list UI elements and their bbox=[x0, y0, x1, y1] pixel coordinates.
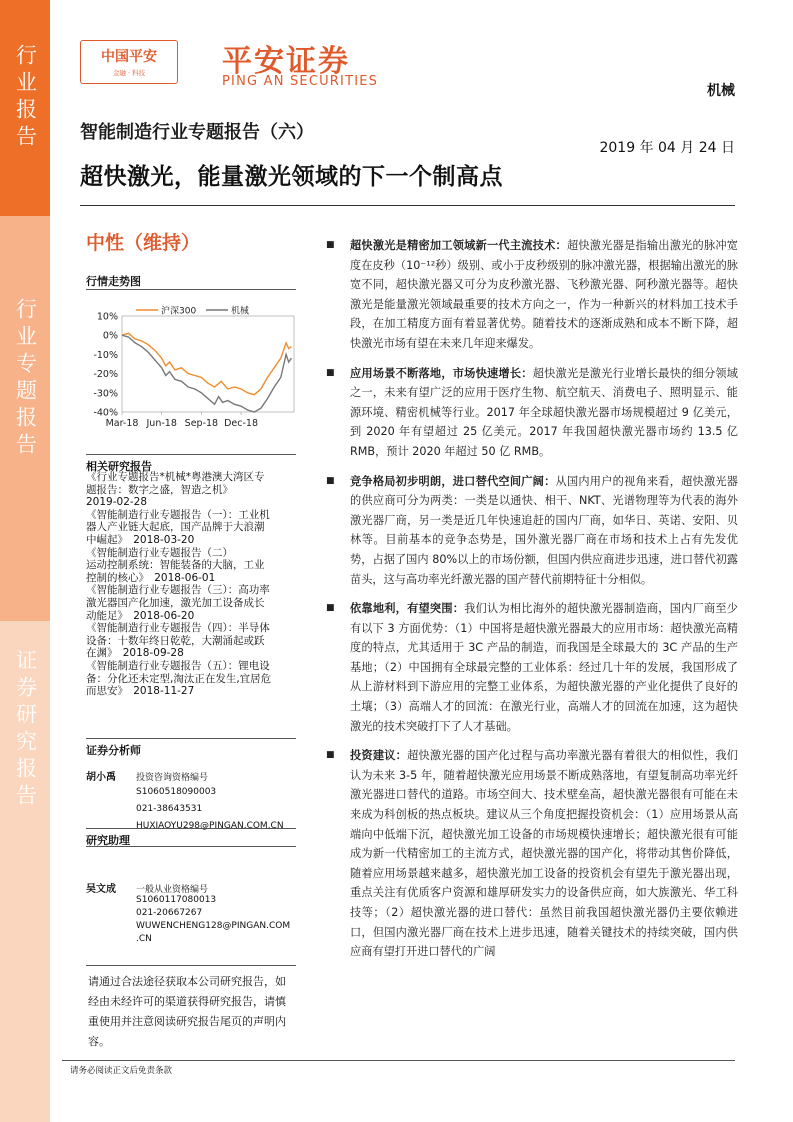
logo-subtext: 金融 · 科技 bbox=[112, 69, 146, 77]
analyst-info-line: 投资咨询资格编号 bbox=[136, 773, 209, 783]
section-divider bbox=[86, 738, 296, 739]
page-title: 超快激光，能量激光领域的下一个制高点 bbox=[80, 164, 503, 190]
sector-label: 机械 bbox=[707, 83, 735, 99]
related-report-line: 《智能制造行业专题报告（三）：高功率 bbox=[86, 584, 270, 597]
bullet-icon: ■ bbox=[326, 603, 335, 614]
related-report-line: 2019-02-28 bbox=[86, 496, 148, 509]
legend-label: 沪深300 bbox=[161, 306, 197, 317]
trend-chart bbox=[84, 290, 299, 440]
x-tick-label: Jun-18 bbox=[146, 418, 177, 429]
related-report-line: 题报告：数字之盛，智造之机》 bbox=[86, 483, 233, 496]
related-report-line: 《智能制造行业专题报告（二） bbox=[86, 546, 233, 559]
section-divider bbox=[86, 965, 296, 966]
assistant-email: WUWENCHENG128@PINGAN.COM bbox=[136, 921, 291, 931]
summary-paragraph bbox=[322, 364, 738, 462]
paragraph-lead: 超快激光是精密加工领域新一代主流技术： bbox=[350, 239, 567, 252]
analysts-heading: 证券分析师 bbox=[86, 744, 141, 757]
series-title: 智能制造行业专题报告（六） bbox=[80, 122, 314, 143]
series-line-hs300 bbox=[122, 333, 291, 394]
assistant-info-line: S1060117080013 bbox=[136, 895, 217, 905]
brand-name-cn: 平安证券 bbox=[222, 44, 350, 79]
summary-paragraph bbox=[322, 236, 738, 354]
related-report-line: 在渊》 2018-09-28 bbox=[86, 647, 184, 660]
related-report-line: 控制的核心》 2018-06-01 bbox=[86, 571, 216, 584]
paragraph-lead: 依靠地利，有望突围： bbox=[350, 602, 465, 616]
footer-note: 请务必阅读正文后免责条款 bbox=[70, 1066, 173, 1076]
assistant-email: .CN bbox=[136, 934, 152, 944]
bullet-icon: ■ bbox=[326, 750, 335, 761]
y-tick-label: 0% bbox=[102, 330, 118, 342]
y-tick-label: -10% bbox=[93, 349, 118, 361]
y-tick-label: -40% bbox=[93, 407, 118, 419]
y-tick-label: -30% bbox=[93, 388, 118, 400]
section-divider bbox=[86, 828, 296, 829]
bullet-icon: ■ bbox=[326, 240, 335, 250]
assistant-name: 吴文成 bbox=[86, 884, 116, 895]
sidebar-tab-topic-report bbox=[0, 216, 50, 621]
related-report-line: 设备：十数年终日乾乾，大潮涌起或跃 bbox=[86, 634, 265, 647]
assistant-info-line: 021-20667267 bbox=[136, 908, 203, 918]
paragraph-text: 从国内用户的视角来看，超快激光器的供应商可分为两类：一类是以通快、相干、NKT、光谱物理等为代表的海外激光器厂商，另一类是近几年快速追赶的国内厂商，如华日、英诺、安阳、贝林等。目前基本的竞争态势是，国外激光器厂商在市场和技术上占有先发优势，占据了国内 80%以上的市场份额，但国内供应商进步迅速，进口替代初露苗头，这与高功率光纤激光器的国产替代前期特征十分相似。 bbox=[350, 474, 738, 586]
y-tick-label: 10% bbox=[96, 311, 118, 323]
series-line-machinery bbox=[122, 335, 291, 412]
paragraph-text: 超快激光器是指输出激光的脉冲宽度在皮秒（10⁻¹²秒）级别、或小于皮秒级别的脉冲激光器，根据输出激光的脉宽不同，超快激光器又可分为皮秒激光器、飞秒激光器、阿秒激光器等。超快激光是能量激光领域最重要的技术方向之一，作为一种新兴的材料加工技术手段，在加工精度方面有着显著优势。随着技术的逐渐成熟和成本不断下降，超快激光市场有望在未来几年迎来爆发。 bbox=[350, 239, 738, 350]
section-divider bbox=[86, 846, 296, 847]
analyst-name: 胡小禹 bbox=[86, 772, 116, 783]
sidebar-tab-label: 证券研究报告 bbox=[13, 649, 38, 811]
assistant-info-line: 一般从业资格编号 bbox=[136, 885, 209, 895]
related-report-line: 动能足》 2018-06-20 bbox=[86, 609, 195, 622]
summary-paragraph bbox=[322, 472, 738, 590]
logo-text: 中国平安 bbox=[101, 49, 157, 65]
related-report-line: 器人产业链大起底，国产品牌于大浪潮 bbox=[86, 521, 265, 534]
paragraph-text: 我们认为相比海外的超快激光器制造商，国内厂商至少有以下 3 方面优势：（1）中国将是超快激光器最大的应用市场：超快激光高精度的特点，尤其适用于 3C 产品的制造，而我国是全球最大的 3C 产品的生产基地；（2）中国拥有全球最完整的工业体系：经过几十年的发展，我国形成了从上游材料到下游应用的完整工业体系，为超快激光器的产业化提供了良好的土壤；（3）高端人才的回流：在激光行业，高端人才的回流在加速，这为超快激光的技术突破打下了人才基础。 bbox=[350, 602, 738, 733]
x-tick-label: Dec-18 bbox=[224, 418, 259, 429]
brand-name-en: PING AN SECURITIES bbox=[222, 74, 379, 89]
ping-an-logo bbox=[80, 40, 178, 84]
bullet-icon: ■ bbox=[326, 475, 335, 486]
paragraph-text: 超快激光是激光行业增长最快的细分领域之一，未来有望广泛的应用于医疗生物、航空航天、消费电子、照明显示、能源环境、精密机械等行业。2017 年全球超快激光器市场规模超过 9 亿美元，到 2020 年有望超过 25 亿美元。2017 年我国超快激光器市场约 13.5 亿 RMB，预计 2020 年超过 50 亿 RMB。 bbox=[350, 366, 738, 458]
related-report-line: 备：分化还未定型,淘汰正在发生,宜居危 bbox=[86, 672, 272, 685]
related-reports-list bbox=[86, 471, 306, 698]
legend-label: 机械 bbox=[231, 306, 250, 317]
related-report-line: 《智能制造行业专题报告（五）：锂电设 bbox=[86, 659, 270, 672]
trend-heading: 行情走势图 bbox=[86, 275, 141, 288]
header-divider bbox=[80, 205, 735, 206]
related-report-line: 《智能制造行业专题报告（四）：半导体 bbox=[86, 622, 270, 635]
disclaimer-text: 请通过合法途径获取本公司研究报告，如经由未经许可的渠道获得研究报告，请慎重使用并注意阅读研究报告尾页的声明内容。 bbox=[88, 975, 286, 1048]
paragraph-lead: 投资建议： bbox=[350, 749, 408, 763]
assistant-heading: 研究助理 bbox=[86, 834, 130, 847]
analyst-info-line: S1060518090003 bbox=[136, 787, 217, 797]
sidebar-tab-industry-report bbox=[0, 0, 50, 216]
paragraph-lead: 应用场景不断落地，市场快速增长： bbox=[350, 366, 533, 380]
related-report-line: 而思安》 2018-11-27 bbox=[86, 685, 195, 698]
analyst-info-line: 021-38643531 bbox=[136, 804, 203, 814]
x-tick-label: Mar-18 bbox=[105, 418, 139, 429]
paragraph-lead: 竞争格局初步明朗，进口替代空间广阔： bbox=[350, 474, 556, 488]
report-date: 2019 年 04 月 24 日 bbox=[599, 140, 735, 156]
related-report-line: 激光器国产化加速，激光加工设备成长 bbox=[86, 596, 265, 609]
bullet-icon: ■ bbox=[326, 367, 335, 378]
y-tick-label: -20% bbox=[93, 369, 118, 381]
related-report-line: 《智能制造行业专题报告（一）：工业机 bbox=[86, 508, 270, 521]
summary-paragraph bbox=[322, 599, 738, 736]
section-divider bbox=[86, 454, 296, 455]
related-report-line: 中崛起》 2018-03-20 bbox=[86, 533, 195, 546]
footer-divider bbox=[62, 1060, 735, 1061]
analyst-email: HUXIAOYU298@PINGAN.COM.CN bbox=[136, 821, 284, 831]
related-report-line: 运动控制系统：智能装备的大脑，工业 bbox=[86, 559, 265, 572]
x-tick-label: Sep-18 bbox=[184, 418, 219, 429]
related-report-line: 《行业专题报告*机械*粤港澳大湾区专 bbox=[86, 471, 265, 483]
paragraph-text: 超快激光器的国产化过程与高功率激光器有着很大的相似性，我们认为未来 3-5 年，随着超快激光应用场景不断成熟落地，有望复制高功率光纤激光器进口替代的道路。市场空间大、技术壁垒高，超快激光器很有可能在未来成为科创板的热点板块。建议从三个角度把握投资机会：（1）应用场景从高端向中低端下沉，超快激光加工设备的市场规模快速增长；超快激光很有可能成为新一代精密加工的主流方式，超快激光器的国产化，将带动其售价降低，随着应用场景越来越多，超快激光加工设备的投资机会有望先于激光器出现，重点关注有优质客户资源和雄厚研发实力的设备供应商，如大族激光、华工科技等；（2）超快激光器的进口替代：虽然目前我国超快激光器仍主要依赖进口，但国内激光器厂商在技术上进步迅速，随着关键技术的持续突破，国内供应商有望打开进口替代的广阔 bbox=[350, 749, 738, 959]
report-summary bbox=[322, 236, 738, 972]
sidebar-tab-label: 行业专题报告 bbox=[13, 298, 38, 460]
summary-paragraph bbox=[322, 746, 738, 962]
rating-badge: 中性（维持） bbox=[86, 232, 201, 254]
left-sidebar bbox=[0, 0, 50, 1122]
sidebar-tab-securities-report bbox=[0, 621, 50, 1122]
sidebar-tab-label: 行业报告 bbox=[13, 44, 38, 152]
related-reports-heading: 相关研究报告 bbox=[86, 460, 152, 473]
